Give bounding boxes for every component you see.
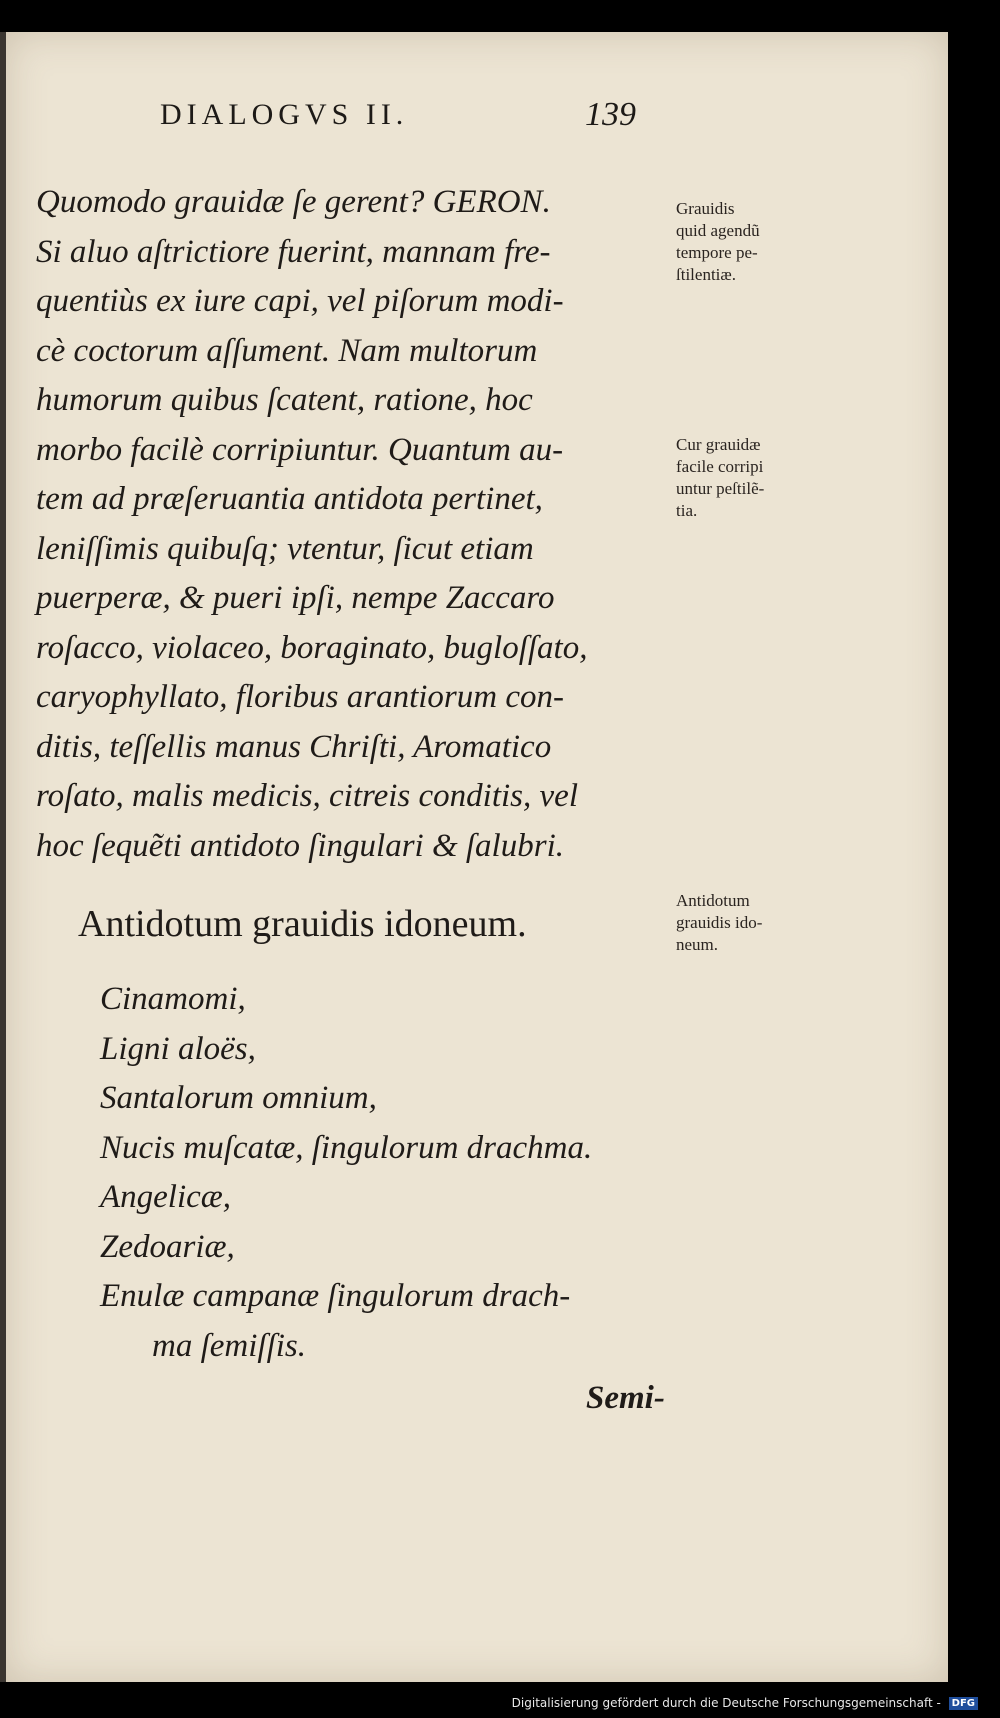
margin-note-line: quid agendũ	[676, 221, 760, 240]
page-header	[160, 98, 680, 148]
margin-note-antidote	[676, 890, 836, 956]
recipe-ingredient: Enulæ campanæ ſingulorum drach-	[100, 1278, 571, 1314]
margin-note-susceptibility	[676, 434, 836, 522]
text-line: humorum quibus ſcatent, ratione, hoc	[36, 382, 533, 418]
margin-note-line: untur peſtilẽ-	[676, 479, 765, 498]
recipe-heading: Antidotum grauidis idoneum.	[78, 903, 527, 945]
page-number: 139	[585, 96, 636, 133]
text-line: leniſſimis quibuſq; vtentur, ſicut etiam	[36, 530, 534, 567]
text-line: morbo facilè corripiuntur. Quantum au-	[36, 431, 564, 468]
recipe-ingredient: ma ſemiſſis.	[152, 1327, 306, 1364]
text-line: tem ad præſeruantia antidota pertinet,	[36, 481, 543, 517]
digitization-credit	[512, 1696, 978, 1710]
dfg-logo: DFG	[949, 1697, 978, 1710]
text-line: Quomodo grauidæ ſe gerent? GERON.	[36, 184, 551, 220]
text-line: quentiùs ex iure capi, vel piſorum modi-	[36, 283, 564, 319]
margin-note-line: Grauidis	[676, 199, 735, 218]
text-line: puerperæ, & pueri ipſi, nempe Zaccaro	[36, 580, 555, 616]
margin-note-line: tia.	[676, 501, 698, 520]
text-line: hoc ſequẽti antidoto ſingulari & ſalubri.	[36, 827, 564, 864]
recipe-list	[100, 975, 700, 1371]
credit-text: Digitalisierung gefördert durch die Deutsche Forschungsgemeinschaft -	[511, 1696, 941, 1710]
text-line: roſacco, violaceo, boraginato, bugloſſato,	[36, 629, 588, 666]
margin-note-plague-advice	[676, 198, 836, 286]
recipe-ingredient: Angelicæ,	[100, 1179, 232, 1215]
catchword: Semi-	[586, 1380, 665, 1416]
margin-note-line: facile corripi	[676, 457, 764, 476]
text-line: cè coctorum aſſument. Nam multorum	[36, 332, 538, 369]
recipe-ingredient: Cinamomi,	[100, 981, 246, 1017]
text-line: Si aluo aſtrictiore fuerint, mannam fre-	[36, 233, 551, 270]
recipe-ingredient: Ligni aloës,	[100, 1030, 256, 1067]
recipe-ingredient: Nucis muſcatæ, ſingulorum drachma.	[100, 1129, 593, 1166]
margin-note-line: Antidotum	[676, 891, 750, 910]
text-line: roſato, malis medicis, citreis conditis, vel	[36, 778, 578, 814]
margin-note-line: grauidis ido-	[676, 913, 763, 932]
margin-note-line: ſtilentiæ.	[676, 265, 736, 284]
main-text-block	[36, 178, 666, 871]
text-line: ditis, teſſellis manus Chriſti, Aromatico	[36, 728, 552, 765]
recipe-ingredient: Zedoariæ,	[100, 1228, 235, 1265]
margin-note-line: Cur grauidæ	[676, 435, 761, 454]
margin-note-line: tempore pe-	[676, 243, 758, 262]
running-head: DIALOGVS II.	[160, 98, 409, 131]
margin-note-line: neum.	[676, 935, 719, 954]
recipe-ingredient: Santalorum omnium,	[100, 1080, 377, 1116]
text-line: caryophyllato, floribus arantiorum con-	[36, 679, 564, 715]
